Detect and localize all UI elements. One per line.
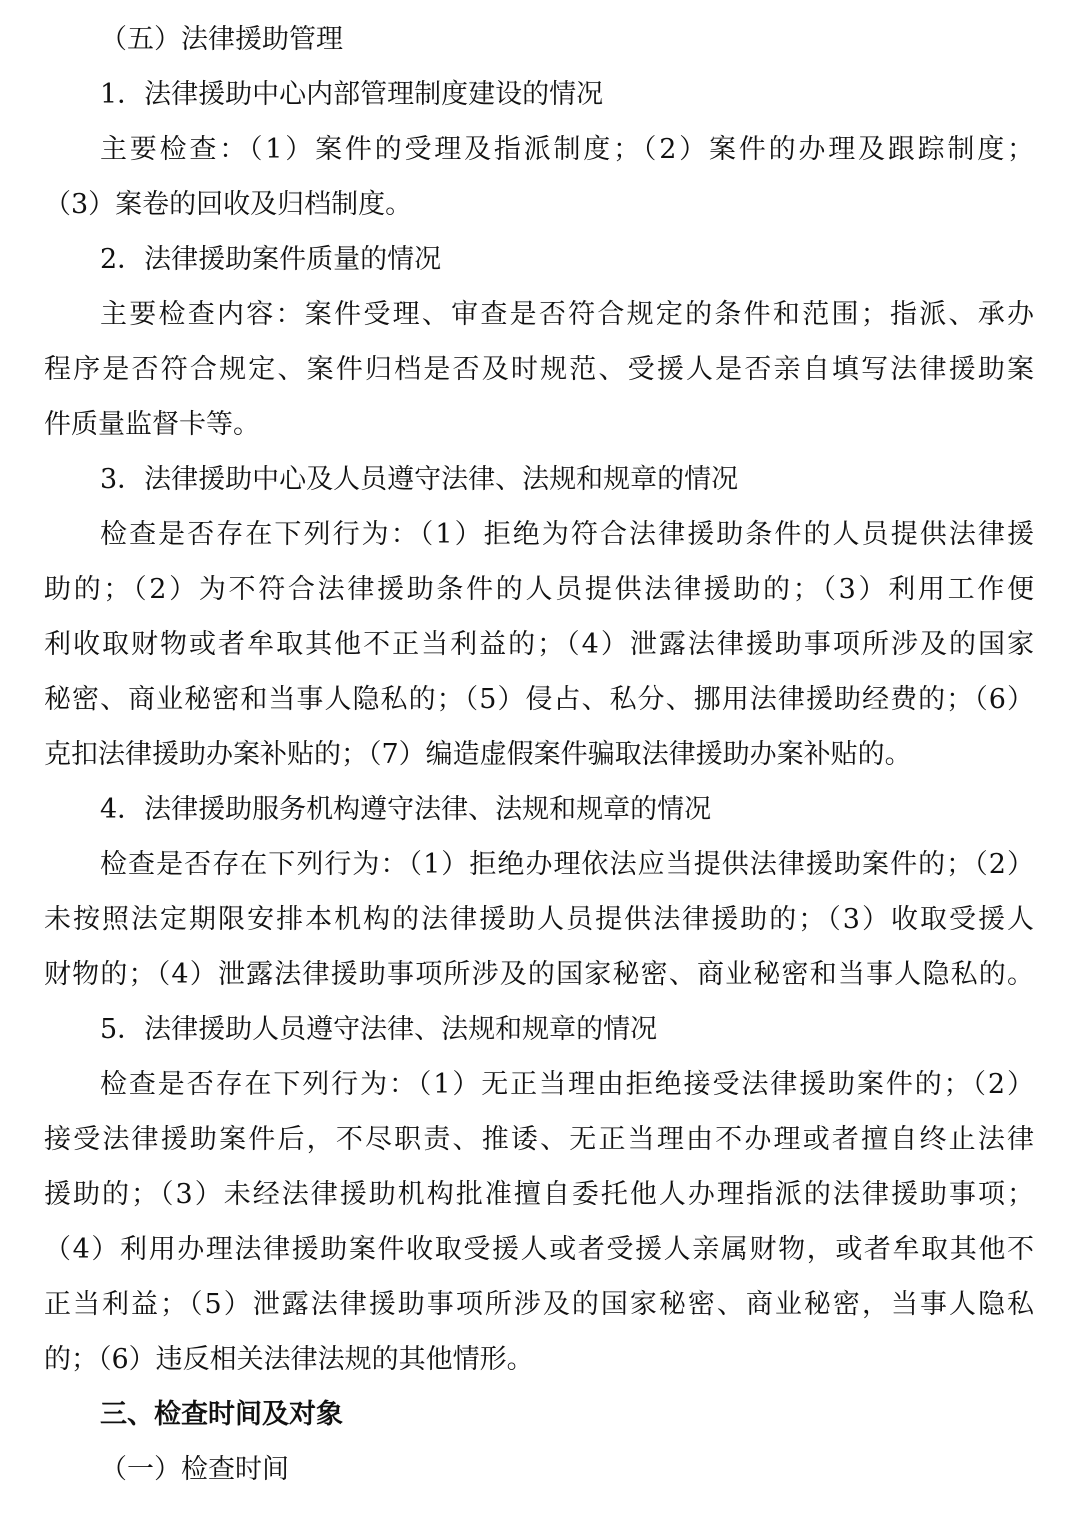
paragraph-line: 检查是否存在下列行为：（1）拒绝为符合法律援助条件的人员提供法律援	[100, 519, 1034, 550]
paragraph-line: 主要检查内容：案件受理、审查是否符合规定的条件和范围；指派、承办	[100, 299, 1034, 330]
item-heading-4: 4．法律援助服务机构遵守法律、法规和规章的情况	[100, 794, 712, 825]
paragraph-line: 援助的；（3）未经法律援助机构批准擅自委托他人办理指派的法律援助事项；	[44, 1179, 1034, 1210]
paragraph-line: （4）利用办理法律援助案件收取受援人或者受援人亲属财物，或者牟取其他不	[44, 1234, 1034, 1265]
item-heading-2: 2．法律援助案件质量的情况	[100, 244, 442, 275]
item-heading-3: 3．法律援助中心及人员遵守法律、法规和规章的情况	[100, 464, 739, 495]
paragraph-line: 主要检查：（1）案件的受理及指派制度；（2）案件的办理及跟踪制度；	[100, 134, 1034, 165]
paragraph-line: 检查是否存在下列行为：（1）拒绝办理依法应当提供法律援助案件的；（2）	[100, 849, 1034, 880]
subsection-heading-inspection-time: （一）检查时间	[100, 1454, 289, 1485]
paragraph-line: 利收取财物或者牟取其他不正当利益的；（4）泄露法律援助事项所涉及的国家	[44, 629, 1034, 660]
paragraph-line: 的；（6）违反相关法律法规的其他情形。	[44, 1344, 534, 1375]
section-heading-inspection-time-and-targets: 三、检查时间及对象	[100, 1399, 343, 1430]
section-heading-legal-aid-management: （五）法律援助管理	[100, 24, 343, 55]
paragraph-line: 件质量监督卡等。	[44, 409, 260, 440]
item-heading-5: 5．法律援助人员遵守法律、法规和规章的情况	[100, 1014, 658, 1045]
paragraph-line: （3）案卷的回收及归档制度。	[44, 189, 413, 220]
item-heading-1: 1．法律援助中心内部管理制度建设的情况	[100, 79, 604, 110]
paragraph-line: 财物的；（4）泄露法律援助事项所涉及的国家秘密、商业秘密和当事人隐私的。	[44, 959, 1034, 990]
paragraph-line: 秘密、商业秘密和当事人隐私的；（5）侵占、私分、挪用法律援助经费的；（6）	[44, 684, 1034, 715]
paragraph-line: 助的；（2）为不符合法律援助条件的人员提供法律援助的；（3）利用工作便	[44, 574, 1034, 605]
paragraph-line: 接受法律援助案件后，不尽职责、推诿、无正当理由不办理或者擅自终止法律	[44, 1124, 1034, 1155]
paragraph-line: 检查是否存在下列行为：（1）无正当理由拒绝接受法律援助案件的；（2）	[100, 1069, 1034, 1100]
paragraph-line: 克扣法律援助办案补贴的；（7）编造虚假案件骗取法律援助办案补贴的。	[44, 739, 912, 770]
paragraph-line: 正当利益；（5）泄露法律援助事项所涉及的国家秘密、商业秘密，当事人隐私	[44, 1289, 1034, 1320]
paragraph-line: 程序是否符合规定、案件归档是否及时规范、受援人是否亲自填写法律援助案	[44, 354, 1034, 385]
paragraph-line: 未按照法定期限安排本机构的法律援助人员提供法律援助的；（3）收取受援人	[44, 904, 1034, 935]
